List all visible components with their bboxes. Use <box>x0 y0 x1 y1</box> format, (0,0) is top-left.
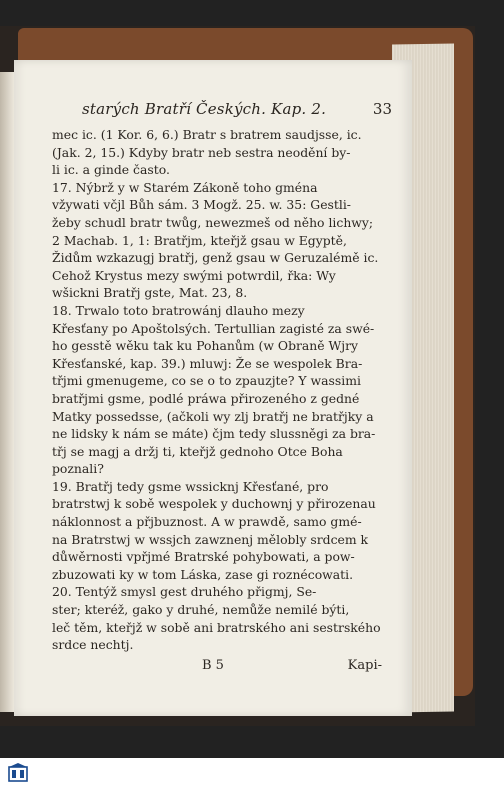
book-page <box>14 60 412 716</box>
text-line: vžywati včjl Bůh sám. 3 Mogž. 25. w. 35: Gestli- <box>52 197 351 213</box>
text-line: srdce nechtj. <box>52 637 134 653</box>
text-line: Křesťanské, kap. 39.) mluwj: Že se wespolek Bra- <box>52 355 363 371</box>
text-line: 19. Bratřj tedy gsme wssicknj Křesťané, pro <box>52 478 329 494</box>
text-line: 20. Tentýž smysl gest druhého přigmj, Se- <box>52 584 317 600</box>
signature-mark: B 5 <box>202 658 224 673</box>
page-footer <box>52 658 382 678</box>
page-number: 33 <box>372 100 392 118</box>
text-line: leč těm, kteřjž w sobě ani bratrského ani sestrského <box>52 619 381 635</box>
text-line: ho gesstě wěku tak ku Pohanům (w Obraně Wjry <box>52 338 359 354</box>
text-line: li ic. a ginde často. <box>52 162 170 178</box>
text-line: Matky possedsse, (ačkoli wy zlj bratřj ne bratřjky a <box>52 408 374 424</box>
text-line: mec ic. (1 Kor. 6, 6.) Bratr s bratrem saudjsse, ic. <box>52 127 362 142</box>
text-line: ne lidsky k nám se máte) čjm tedy slussněgi za bra- <box>52 426 376 442</box>
text-line: wšickni Bratřj gste, Mat. 23, 8. <box>52 285 248 301</box>
catchword: Kapi- <box>347 658 382 673</box>
text-line: (Jak. 2, 15.) Kdyby bratr neb sestra neodění by- <box>52 144 351 160</box>
text-line: Židům wzkazugj bratřj, genž gsau w Geruzalémě ic. <box>52 250 379 266</box>
text-line: bratřjmi gsme, podlé práwa přirozeného z gedné <box>52 390 360 406</box>
text-line: Křesťany po Apoštolsých. Tertullian zagisté za swé- <box>52 320 375 336</box>
body-text <box>52 126 382 654</box>
running-title: starých Bratří Českých. Kap. 2. <box>82 100 327 118</box>
text-line: žeby schudl bratr twůg, newezmeš od něho lichwy; <box>52 214 374 230</box>
text-line: třjmi gmenugeme, co se o to zpauzjte? Y wassimi <box>52 373 361 389</box>
text-line: na Bratrstwj w wssjch zawznenj mělobly srdcem k <box>52 531 369 547</box>
page-header <box>82 100 392 122</box>
text-line: Cehož Krystus mezy swými potwrdil, řka: Wy <box>52 267 336 283</box>
library-bar <box>0 758 504 788</box>
text-line: 18. Trwalo toto bratrowánj dlauho mezy <box>52 302 305 318</box>
text-line: třj se magj a držj ti, kteřjž gednoho Otce Boha <box>52 443 343 459</box>
text-line: bratrstwj k sobě wespolek y duchownj y přirozenau <box>52 496 376 512</box>
text-line: ster; kteréž, gako y druhé, nemůže nemilé býti, <box>52 602 350 618</box>
library-logo-icon <box>4 760 32 786</box>
text-line: poznali? <box>52 461 104 477</box>
text-line: 17. Nýbrž y w Starém Zákoně toho gména <box>52 179 318 195</box>
text-line: 2 Machab. 1, 1: Bratřjm, kteřjž gsau w Egyptě, <box>52 232 347 248</box>
text-line: zbuzowati ky w tom Láska, zase gi roznécowati. <box>52 566 354 582</box>
left-page-edge <box>0 72 14 712</box>
text-line: náklonnost a přjbuznost. A w prawdě, samo gmé- <box>52 514 362 530</box>
text-line: důwěrnosti vpřjmé Bratrské pohybowati, a pow- <box>52 549 355 565</box>
